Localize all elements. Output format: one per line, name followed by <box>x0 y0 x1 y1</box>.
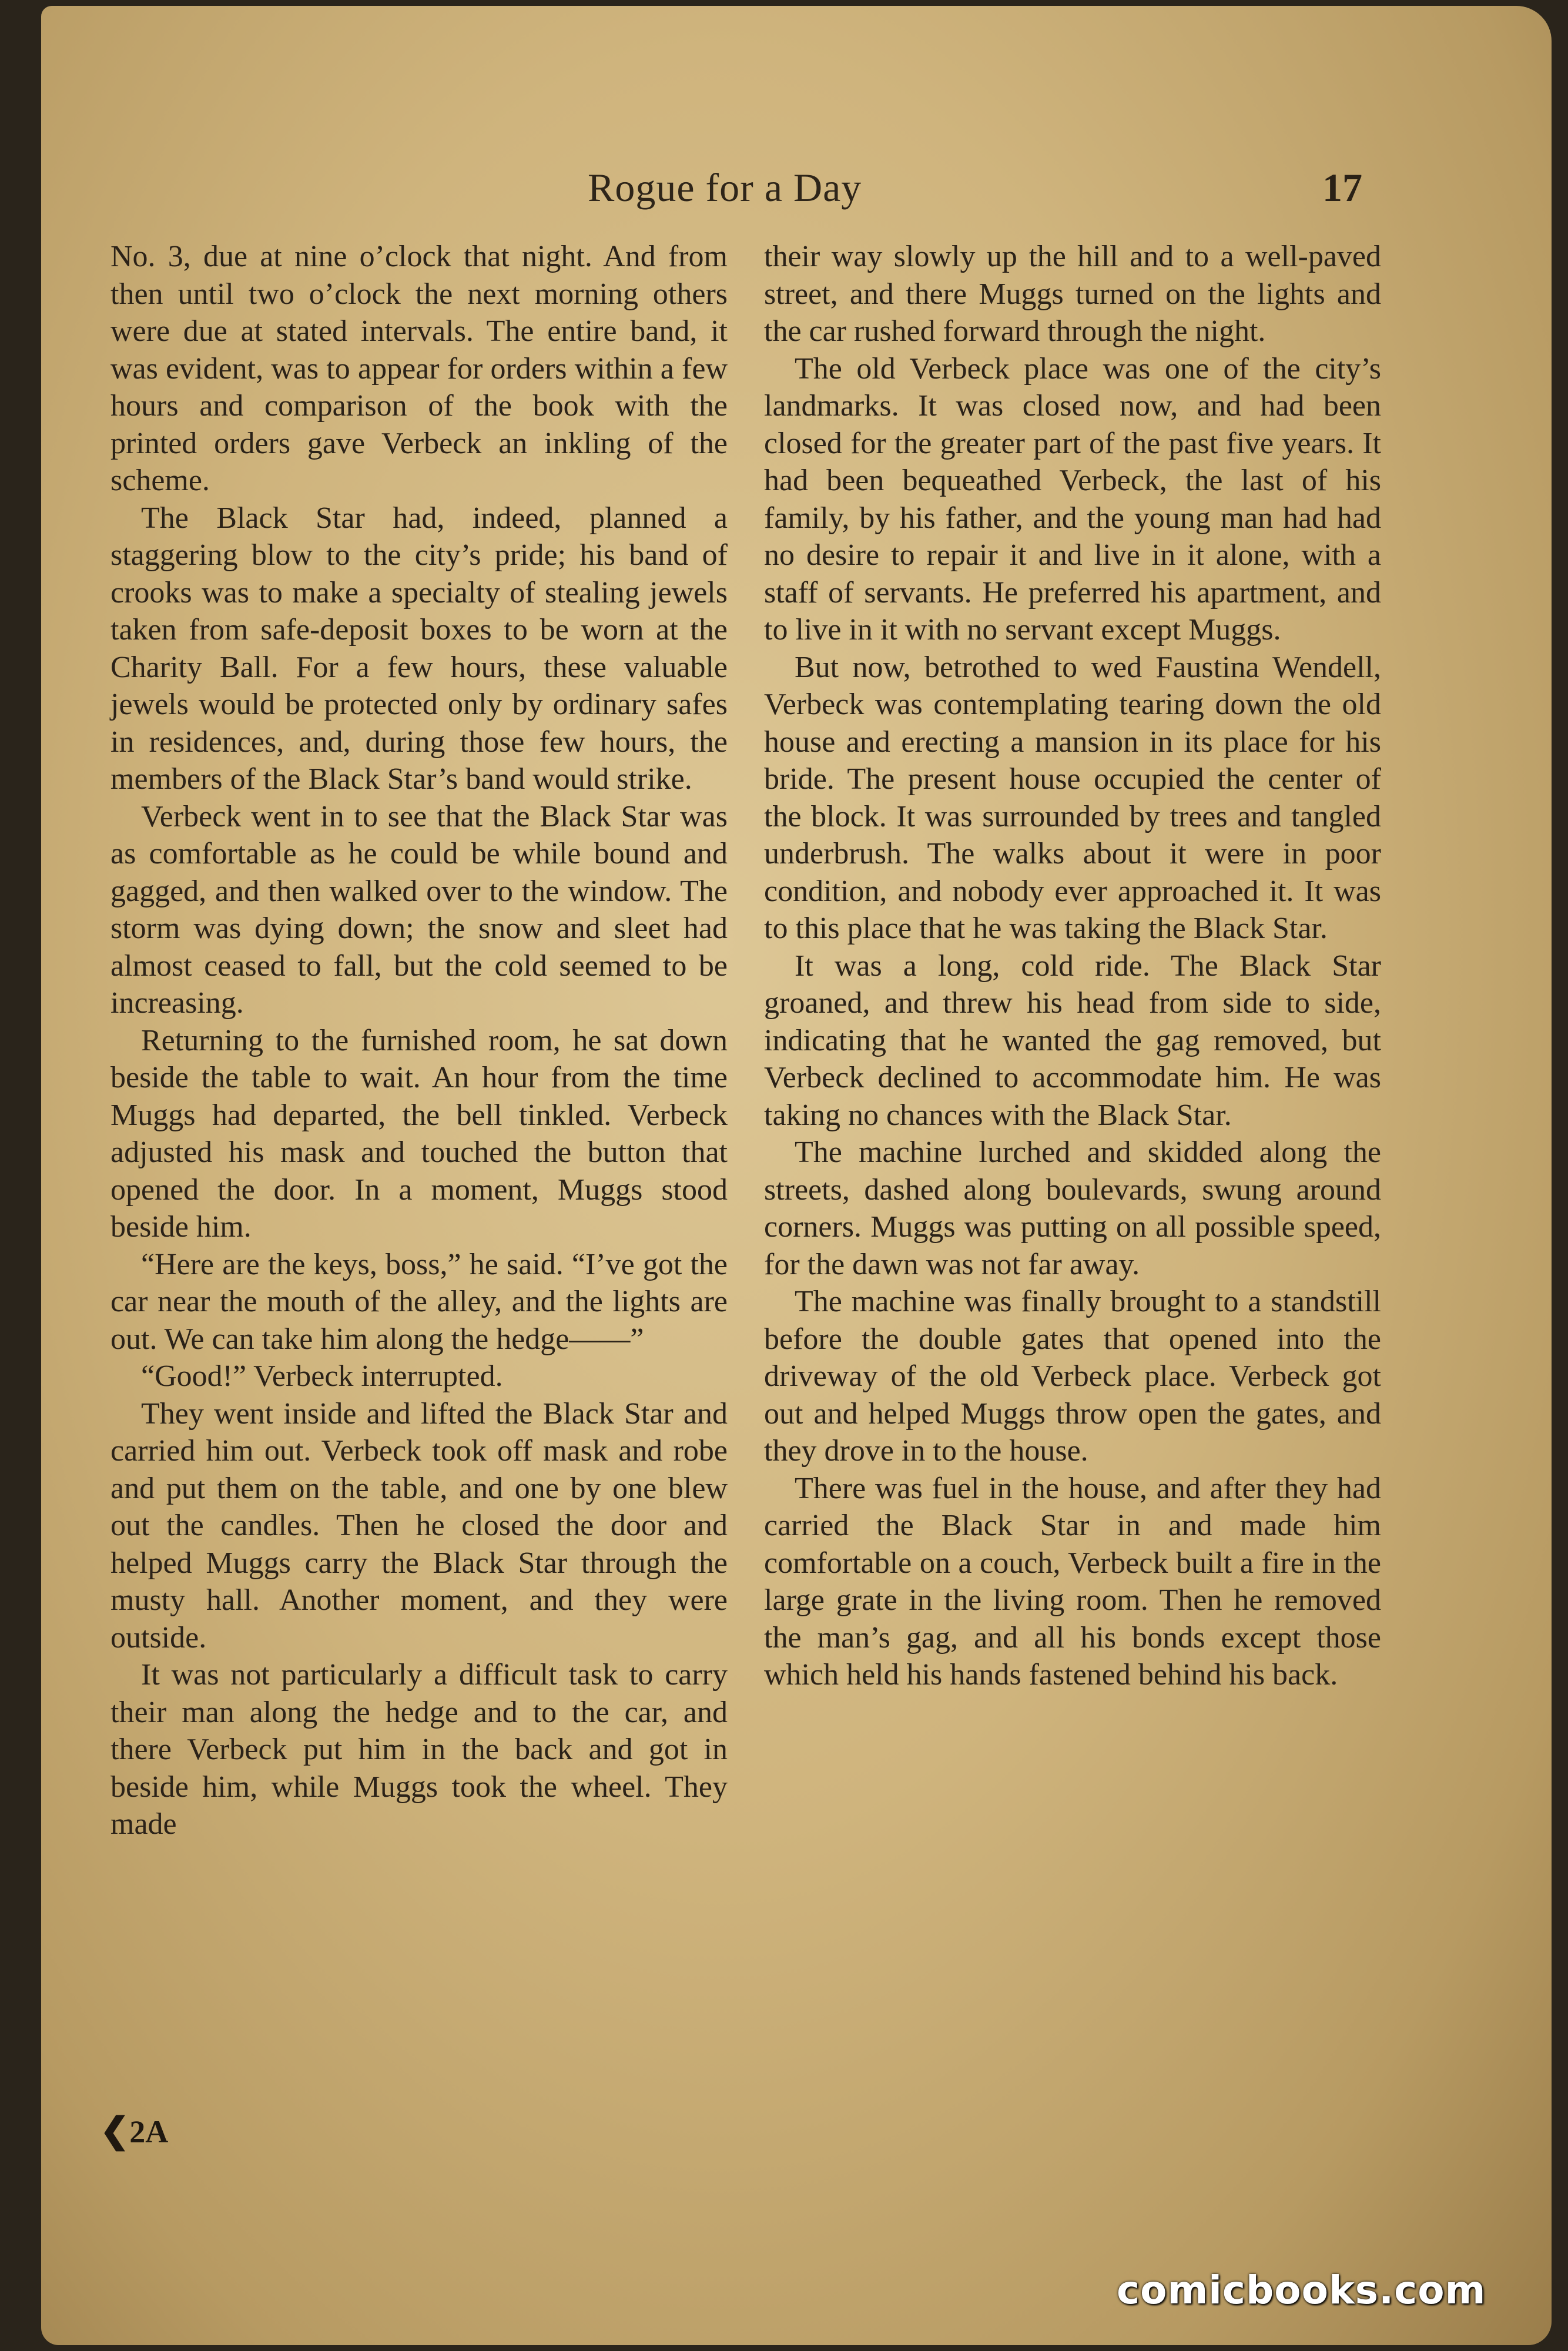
paragraph: The machine was finally brought to a standstill before the double gates that opened into the driveway of the old Verbeck place. Verbeck got out and helped Muggs throw open the gates, and they drove in to the house. <box>764 1285 1381 1468</box>
paragraph: There was fuel in the house, and after they had carried the Black Star in and made him comfortable on a couch, Verbeck built a fire in the large grate in the living room. Then he removed the man’s gag, and all his bonds except those which held his hands fastened behind his back. <box>764 1471 1381 1692</box>
signature-arrow-icon: ❮ <box>100 2111 130 2150</box>
page-header <box>41 165 1552 212</box>
paragraph: Verbeck went in to see that the Black Star was as comfortable as he could be while bound and gagged, and then walked over to the window. The storm was dying down; the snow and sleet had almost ceased to fall, but the cold seemed to be increasing. <box>110 799 728 1020</box>
paragraph: The Black Star had, indeed, planned a staggering blow to the city’s pride; his band of crooks was to make a specialty of stealing jewels taken from safe-deposit boxes to be worn at the Charity Ball. For a few hours, these valuable jewels would be protected only by ordinary safes in residences, and, during those few hours, the members of the Black Star’s band would strike. <box>110 501 728 796</box>
paragraph: It was a long, cold ride. The Black Star groaned, and threw his head from side to side, indicating that he wanted the gag removed, but Verbeck declined to accommodate him. He was taking no chances with the Black Star. <box>764 949 1381 1132</box>
paragraph: The machine lurched and skidded along the streets, dashed along boulevards, swung around corners. Muggs was putting on all possible speed, for the dawn was not far away. <box>764 1136 1381 1281</box>
right-column <box>764 238 1381 1694</box>
paragraph: Returning to the furnished room, he sat down beside the table to wait. An hour from the time Muggs had departed, the bell tinkled. Verbeck adjusted his mask and touched the button that opened the door. In a moment, Muggs stood beside him. <box>110 1023 728 1244</box>
signature-label: 2A <box>129 2114 169 2149</box>
paragraph: their way slowly up the hill and to a well-paved street, and there Muggs turned on the lights and the car rushed forward through the night. <box>764 240 1381 348</box>
running-title: Rogue for a Day <box>588 165 862 210</box>
paragraph: But now, betrothed to wed Faustina Wendell, Verbeck was contemplating tearing down the old house and erecting a mansion in its place for his bride. The present house occupied the center of the block. It was surrounded by trees and tangled underbrush. The walks about it were in poor condition, and nobody ever approached it. It was to this place that he was taking the Black Star. <box>764 650 1381 945</box>
left-column <box>110 238 728 1843</box>
paragraph: No. 3, due at nine o’clock that night. And from then until two o’clock the next morning others were due at stated intervals. The entire band, it was evident, was to appear for orders within a few hours and comparison of the book with the printed orders gave Verbeck an inkling of the scheme. <box>110 240 728 497</box>
paragraph: “Here are the keys, boss,” he said. “I’ve got the car near the mouth of the alley, and the lights are out. We can take him along the hedge——” <box>110 1247 728 1356</box>
paragraph: “Good!” Verbeck interrupted. <box>141 1359 503 1393</box>
paragraph: They went inside and lifted the Black Star and carried him out. Verbeck took off mask and robe and put them on the table, and one by one blew out the candles. Then he closed the door and helped Muggs carry the Black Star through the musty hall. Another moment, and they were outside. <box>110 1396 728 1655</box>
watermark: comicbooks.com <box>1117 2268 1486 2313</box>
signature-mark <box>100 2110 168 2151</box>
paragraph: It was not particularly a difficult task to carry their man along the hedge and to the car, and there Verbeck put him in the back and got in beside him, while Muggs took the wheel. They made <box>110 1658 728 1841</box>
page-number: 17 <box>1322 165 1362 210</box>
paragraph: The old Verbeck place was one of the city’s landmarks. It was closed now, and had been closed for the greater part of the past five years. It had been bequeathed Verbeck, the last of his family, by his father, and the young man had had no desire to repair it and live in it alone, with a staff of servants. He preferred his apartment, and to live in it with no servant except Muggs. <box>764 351 1381 647</box>
book-page <box>41 6 1552 2345</box>
